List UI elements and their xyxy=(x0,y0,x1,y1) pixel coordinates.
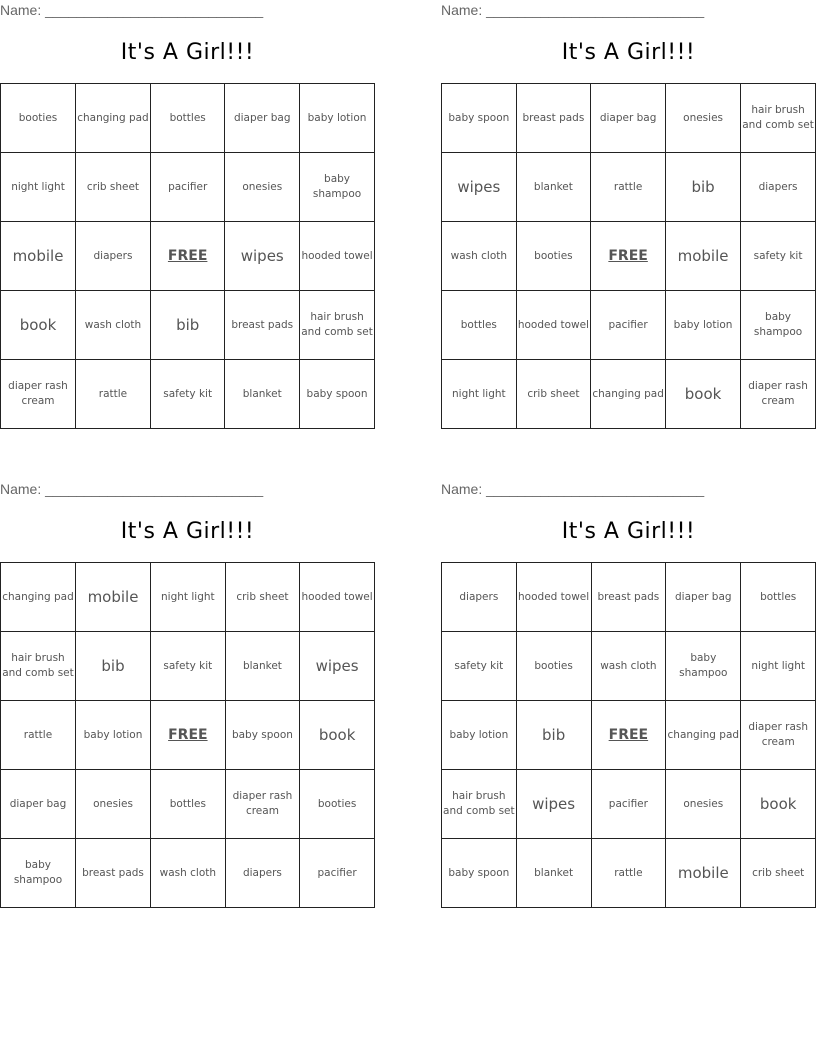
bingo-cell: hair brush and comb set xyxy=(1,632,76,701)
bingo-cell: diaper bag xyxy=(225,84,300,153)
card-title: It's A Girl!!! xyxy=(120,40,255,65)
bingo-cell: onesies xyxy=(666,770,741,839)
bingo-cell: diapers xyxy=(741,153,816,222)
bingo-cell: crib sheet xyxy=(225,563,300,632)
bingo-cell: blanket xyxy=(225,360,300,429)
bingo-cell: diapers xyxy=(76,222,151,291)
name-field: Name: ____________________________ xyxy=(0,481,264,497)
bingo-cell: hooded towel xyxy=(516,563,591,632)
bingo-cell: blanket xyxy=(516,153,591,222)
bingo-cell: wash cloth xyxy=(151,839,226,908)
bingo-cell: night light xyxy=(151,563,226,632)
bingo-cell: pacifier xyxy=(300,839,375,908)
bingo-cell: baby spoon xyxy=(442,839,517,908)
bingo-cell: wipes xyxy=(442,153,517,222)
bingo-cell: book xyxy=(300,701,375,770)
bingo-cell: crib sheet xyxy=(76,153,151,222)
bingo-cell: booties xyxy=(516,632,591,701)
bingo-cell: booties xyxy=(300,770,375,839)
bingo-row xyxy=(442,222,816,291)
bingo-row xyxy=(1,632,375,701)
bingo-cell: diaper bag xyxy=(666,563,741,632)
bingo-cell: safety kit xyxy=(741,222,816,291)
bingo-cell: rattle xyxy=(591,153,666,222)
bingo-cell: baby lotion xyxy=(442,701,517,770)
bingo-cell: wash cloth xyxy=(76,291,151,360)
bingo-row xyxy=(1,291,375,360)
bingo-cell: bottles xyxy=(150,84,225,153)
bingo-cell: baby shampoo xyxy=(666,632,741,701)
bingo-cell: onesies xyxy=(225,153,300,222)
bingo-cell: wipes xyxy=(225,222,300,291)
bingo-cell: pacifier xyxy=(591,291,666,360)
bingo-cell: safety kit xyxy=(150,360,225,429)
bingo-cell: rattle xyxy=(1,701,76,770)
free-space-cell: FREE xyxy=(150,222,225,291)
bingo-cell: diaper bag xyxy=(1,770,76,839)
free-space-cell: FREE xyxy=(591,701,666,770)
bingo-row xyxy=(442,701,816,770)
bingo-cell: diaper rash cream xyxy=(225,770,300,839)
bingo-cell: breast pads xyxy=(516,84,591,153)
bingo-cell: baby lotion xyxy=(666,291,741,360)
bingo-row xyxy=(1,153,375,222)
bingo-cell: safety kit xyxy=(442,632,517,701)
bingo-cell: wash cloth xyxy=(442,222,517,291)
bingo-cell: night light xyxy=(1,153,76,222)
bingo-cell: baby spoon xyxy=(225,701,300,770)
bingo-row xyxy=(1,563,375,632)
bingo-cell: hooded towel xyxy=(300,222,375,291)
bingo-row xyxy=(1,839,375,908)
bingo-row xyxy=(1,770,375,839)
bingo-cell: crib sheet xyxy=(516,360,591,429)
bingo-cell: changing pad xyxy=(591,360,666,429)
bingo-grid xyxy=(441,83,816,429)
bingo-cell: wipes xyxy=(516,770,591,839)
bingo-cell: hair brush and comb set xyxy=(741,84,816,153)
bingo-cell: crib sheet xyxy=(741,839,816,908)
bingo-cell: hooded towel xyxy=(516,291,591,360)
bingo-cell: hair brush and comb set xyxy=(300,291,375,360)
bingo-cell: rattle xyxy=(76,360,151,429)
bingo-cell: mobile xyxy=(666,222,741,291)
bingo-cell: breast pads xyxy=(75,839,150,908)
bingo-cell: wipes xyxy=(300,632,375,701)
bingo-cell: night light xyxy=(741,632,816,701)
bingo-row xyxy=(1,701,375,770)
bingo-row xyxy=(442,360,816,429)
bingo-row xyxy=(1,84,375,153)
bingo-cell: wash cloth xyxy=(591,632,666,701)
bingo-cell: bib xyxy=(666,153,741,222)
bingo-cell: pacifier xyxy=(150,153,225,222)
bingo-cell: blanket xyxy=(516,839,591,908)
bingo-grid xyxy=(0,562,375,908)
bingo-cell: baby lotion xyxy=(75,701,150,770)
bingo-cell: bottles xyxy=(442,291,517,360)
card-title: It's A Girl!!! xyxy=(561,40,696,65)
bingo-cell: book xyxy=(1,291,76,360)
bingo-cell: diaper rash cream xyxy=(741,360,816,429)
bingo-row xyxy=(442,153,816,222)
bingo-cell: book xyxy=(666,360,741,429)
bingo-cell: book xyxy=(741,770,816,839)
bingo-cell: changing pad xyxy=(1,563,76,632)
bingo-cell: bib xyxy=(516,701,591,770)
bingo-cell: baby shampoo xyxy=(300,153,375,222)
bingo-cell: booties xyxy=(516,222,591,291)
free-space-cell: FREE xyxy=(591,222,666,291)
bingo-cell: hooded towel xyxy=(300,563,375,632)
card-title: It's A Girl!!! xyxy=(120,519,255,544)
bingo-row xyxy=(442,632,816,701)
bingo-cell: safety kit xyxy=(151,632,226,701)
bingo-cell: bib xyxy=(75,632,150,701)
free-space-cell: FREE xyxy=(151,701,226,770)
bingo-cell: mobile xyxy=(666,839,741,908)
bingo-grid xyxy=(441,562,816,908)
bingo-row xyxy=(442,839,816,908)
bingo-cell: baby spoon xyxy=(442,84,517,153)
bingo-cell: baby lotion xyxy=(300,84,375,153)
bingo-cell: diapers xyxy=(442,563,517,632)
bingo-row xyxy=(442,84,816,153)
bingo-row xyxy=(1,222,375,291)
bingo-cell: baby shampoo xyxy=(1,839,76,908)
bingo-cell: diaper rash cream xyxy=(741,701,816,770)
bingo-row xyxy=(442,563,816,632)
bingo-cell: night light xyxy=(442,360,517,429)
bingo-cell: breast pads xyxy=(225,291,300,360)
bingo-cell: baby spoon xyxy=(300,360,375,429)
bingo-row xyxy=(442,770,816,839)
bingo-cell: changing pad xyxy=(666,701,741,770)
bingo-cell: bib xyxy=(150,291,225,360)
bingo-cell: mobile xyxy=(75,563,150,632)
bingo-cell: baby shampoo xyxy=(741,291,816,360)
bingo-card-3 xyxy=(0,479,375,919)
bingo-cell: onesies xyxy=(666,84,741,153)
bingo-cell: diapers xyxy=(225,839,300,908)
name-field: Name: ____________________________ xyxy=(441,481,705,497)
bingo-card-4 xyxy=(441,479,816,919)
bingo-cell: diaper rash cream xyxy=(1,360,76,429)
bingo-cell: diaper bag xyxy=(591,84,666,153)
bingo-cell: breast pads xyxy=(591,563,666,632)
name-field: Name: ____________________________ xyxy=(0,2,264,18)
card-title: It's A Girl!!! xyxy=(561,519,696,544)
bingo-cell: booties xyxy=(1,84,76,153)
bingo-card-1 xyxy=(0,0,375,440)
bingo-cell: blanket xyxy=(225,632,300,701)
bingo-cell: bottles xyxy=(151,770,226,839)
bingo-row xyxy=(1,360,375,429)
bingo-cell: changing pad xyxy=(76,84,151,153)
bingo-cell: bottles xyxy=(741,563,816,632)
bingo-cell: rattle xyxy=(591,839,666,908)
bingo-card-2 xyxy=(441,0,816,440)
name-field: Name: ____________________________ xyxy=(441,2,705,18)
bingo-grid xyxy=(0,83,375,429)
bingo-cell: onesies xyxy=(75,770,150,839)
bingo-cell: mobile xyxy=(1,222,76,291)
bingo-row xyxy=(442,291,816,360)
bingo-cell: hair brush and comb set xyxy=(442,770,517,839)
bingo-cell: pacifier xyxy=(591,770,666,839)
